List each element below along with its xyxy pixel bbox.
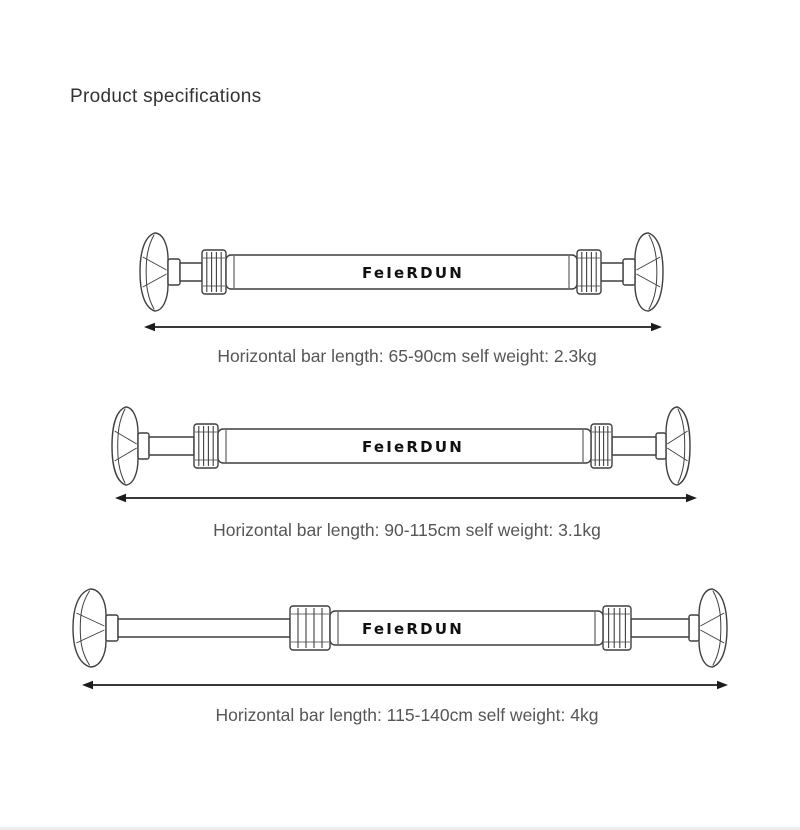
mount-stem xyxy=(106,615,118,641)
adjustment-collar xyxy=(194,424,218,468)
adjustment-collar xyxy=(603,606,631,650)
adjustment-collar xyxy=(202,250,226,294)
telescoping-rod xyxy=(612,437,656,455)
wall-mount-cup xyxy=(635,233,663,311)
brand-logo: FeIeRDUN xyxy=(362,264,464,282)
brand-logo: FeIeRDUN xyxy=(362,620,464,638)
mount-stem xyxy=(168,259,180,285)
mount-stem xyxy=(138,433,149,459)
length-arrow-icon xyxy=(144,320,662,334)
wall-mount-cup xyxy=(73,589,106,667)
adjustment-collar xyxy=(577,250,601,294)
arrowhead-right xyxy=(651,323,662,331)
telescoping-rod xyxy=(118,619,290,637)
adjustment-collar xyxy=(591,424,612,468)
pullup-bar-illustration xyxy=(112,401,690,491)
pullup-bar-illustration xyxy=(140,227,663,317)
brand-logo: FeIeRDUN xyxy=(362,438,464,456)
arrowhead-left xyxy=(115,494,126,502)
wall-mount-cup xyxy=(112,407,138,485)
wall-mount-cup xyxy=(699,589,727,667)
telescoping-rod xyxy=(631,619,689,637)
telescoping-rod xyxy=(180,263,202,281)
page-title: Product specifications xyxy=(70,86,262,107)
arrowhead-left xyxy=(144,323,155,331)
telescoping-rod xyxy=(601,263,623,281)
mount-stem xyxy=(623,259,635,285)
mount-stem xyxy=(689,615,699,641)
spec-caption: Horizontal bar length: 115-140cm self weight: 4kg xyxy=(215,705,599,725)
spec-caption: Horizontal bar length: 90-115cm self weight: 3.1kg xyxy=(213,520,601,540)
arrowhead-right xyxy=(717,681,728,689)
arrowhead-left xyxy=(82,681,93,689)
spec-caption: Horizontal bar length: 65-90cm self weight: 2.3kg xyxy=(217,346,597,366)
wall-mount-cup xyxy=(140,233,168,311)
mount-stem xyxy=(656,433,666,459)
length-arrow-icon xyxy=(82,678,728,692)
length-arrow-icon xyxy=(115,491,697,505)
adjustment-collar xyxy=(290,606,330,650)
telescoping-rod xyxy=(149,437,194,455)
wall-mount-cup xyxy=(666,407,690,485)
pullup-bar-illustration xyxy=(73,583,727,673)
arrowhead-right xyxy=(686,494,697,502)
